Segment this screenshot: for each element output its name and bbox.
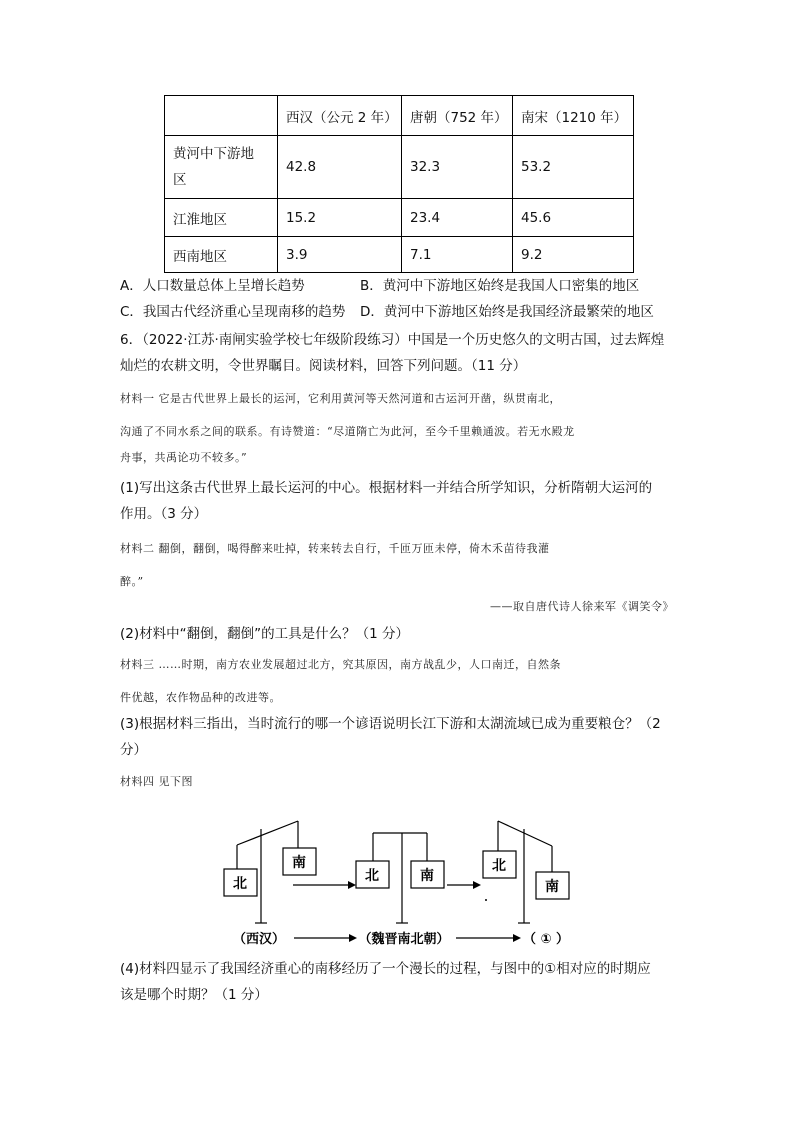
- table-cell: 42.8: [278, 136, 402, 199]
- question-6-line: 6．（2022·江苏·南闸实验学校七年级阶段练习）中国是一个历史悠久的文明古国，过去辉煌: [120, 332, 665, 348]
- row-label-line: 区: [173, 172, 187, 188]
- table-cell: 53.2: [513, 136, 634, 199]
- material-3-line: 件优越，农作物品种的改进等。: [120, 691, 281, 704]
- period-label-wei-jin: （魏晋南北朝）: [358, 932, 450, 947]
- north-label: 北: [492, 858, 506, 874]
- row-label: [165, 136, 278, 199]
- south-label: 南: [292, 855, 306, 871]
- scale-beam: [498, 821, 552, 846]
- material-2-source: ——取自唐代诗人徐来军《调笑令》: [490, 600, 674, 613]
- material-1-line: 材料一 它是古代世界上最长的运河，它利用黄河等天然河道和古运河开凿，纵贯南北，: [120, 392, 561, 405]
- table-header-cell: 南宋（1210 年）: [513, 96, 634, 136]
- arrow-head: [513, 934, 521, 942]
- arrow-head: [348, 881, 356, 889]
- table-header-cell: 唐朝（752 年）: [402, 96, 513, 136]
- table-cell: 3.9: [278, 237, 402, 273]
- economic-shift-diagram: [215, 815, 595, 950]
- question-6-line: 灿烂的农耕文明，令世界瞩目。阅读材料，回答下列问题。（11 分）: [120, 358, 527, 374]
- sub-question-4-line: 该是哪个时期？（1 分）: [120, 987, 268, 1003]
- option-d: D．黄河中下游地区始终是我国经济最繁荣的地区: [360, 304, 654, 320]
- row-label: 江淮地区: [165, 199, 278, 237]
- table-row: [165, 237, 634, 273]
- material-1-line: 舟事，共禹论功不较多。”: [120, 451, 248, 464]
- table-cell: 7.1: [402, 237, 513, 273]
- material-3-line: 材料三 ……时期，南方农业发展超过北方，究其原因，南方战乱少，人口南迁，自然条: [120, 658, 561, 671]
- material-2-line: 醉。”: [120, 575, 144, 588]
- dot-mark: [485, 899, 487, 901]
- arrow-head: [349, 934, 357, 942]
- sub-question-3-line: 分）: [120, 742, 147, 758]
- north-label: 北: [233, 876, 247, 892]
- period-label-western-han: （西汉）: [232, 932, 286, 947]
- row-label: 西南地区: [165, 237, 278, 273]
- table-cell: 23.4: [402, 199, 513, 237]
- material-2-line: 材料二 翻倒，翻倒，喝得醉来吐掉，转来转去自行，千匝万匝未停，倚木禾苗待我灌: [120, 542, 550, 555]
- row-label-line: 黄河中下游地: [173, 146, 254, 162]
- material-1-line: 沟通了不同水系之间的联系。有诗赞道：“尽道隋亡为此河，至今千里赖通波。若无水殿龙: [120, 425, 575, 438]
- population-table: [164, 95, 634, 273]
- table-cell: 15.2: [278, 199, 402, 237]
- table-header-cell: [165, 96, 278, 136]
- diagram-svg: [215, 815, 595, 950]
- sub-question-1-line: 作用。（3 分）: [120, 506, 208, 522]
- sub-question-1-line: (1)写出这条古代世界上最长运河的中心。根据材料一并结合所学知识，分析隋朝大运河的: [120, 480, 653, 496]
- option-c: C．我国古代经济重心呈现南移的趋势: [120, 304, 346, 320]
- south-label: 南: [420, 868, 434, 884]
- option-a: A．人口数量总体上呈增长趋势: [120, 278, 305, 294]
- sub-question-2: (2)材料中“翻倒，翻倒”的工具是什么？（1 分）: [120, 626, 409, 642]
- table-row: [165, 199, 634, 237]
- table-header-cell: 西汉（公元 2 年）: [278, 96, 402, 136]
- table-cell: 45.6: [513, 199, 634, 237]
- option-b: B．黄河中下游地区始终是我国人口密集的地区: [360, 278, 640, 294]
- arrow-head: [473, 881, 481, 889]
- period-label-unknown: （ ① ）: [522, 932, 570, 947]
- table-row: [165, 136, 634, 199]
- sub-question-3-line: (3)根据材料三指出，当时流行的哪一个谚语说明长江下游和太湖流域已成为重要粮仓？（2: [120, 716, 661, 732]
- table-cell: 32.3: [402, 136, 513, 199]
- scale-beam: [237, 821, 298, 845]
- sub-question-4-line: (4)材料四显示了我国经济重心的南移经历了一个漫长的过程，与图中的①相对应的时期应: [120, 961, 651, 977]
- north-label: 北: [365, 868, 379, 884]
- table-cell: 9.2: [513, 237, 634, 273]
- south-label: 南: [545, 879, 559, 895]
- material-4-label: 材料四 见下图: [120, 775, 193, 788]
- table-header-row: [165, 96, 634, 136]
